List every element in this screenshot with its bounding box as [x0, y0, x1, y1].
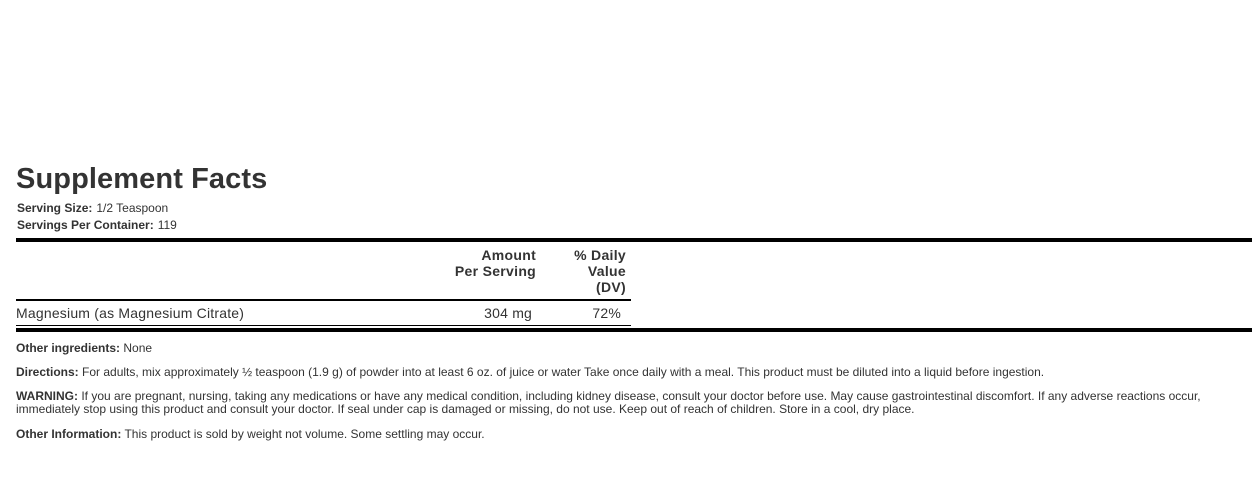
label-notes [16, 342, 1252, 441]
directions-text: For adults, mix approximately ½ teaspoon (1.9 g) of powder into at least 6 oz. of juice or water Take once daily with a meal. This product must be diluted into a liquid before ingestion. [78, 365, 1045, 379]
other-information [16, 428, 1252, 441]
other-information-text: This product is sold by weight not volume. Some settling may occur. [121, 427, 485, 441]
nutrient-daily-value: 72% [592, 305, 621, 321]
dv-header-line1: % Daily [574, 247, 626, 263]
amount-column-header [443, 242, 541, 300]
table-header-row [16, 242, 631, 300]
warning [16, 390, 1252, 416]
other-information-label: Other Information: [16, 427, 122, 441]
servings-per-container-label: Servings Per Container: [17, 218, 154, 232]
directions-label: Directions: [16, 365, 79, 379]
servings-per-container-line [17, 217, 1252, 234]
daily-value-column-header [541, 242, 631, 300]
bottom-thick-divider [16, 328, 1252, 332]
page-title: Supplement Facts [16, 163, 268, 195]
dv-header-line3: (DV) [596, 279, 626, 295]
warning-text: If you are pregnant, nursing, taking any medications or have any medical condition, including kidney disease, consult your doctor before use. May cause gastrointestinal discomfort. If any adverse reactions occur, immediately stop using this product and consult your doctor. If seal under cap is damaged or missing, do not use. Keep out of reach of children. Store in a cool, dry place. [16, 389, 1201, 416]
serving-size-value: 1/2 Teaspoon [96, 201, 169, 215]
warning-label: WARNING: [16, 389, 78, 403]
amount-header-line1: Amount [481, 247, 537, 263]
nutrient-amount: 304 mg [484, 305, 533, 321]
facts-table [16, 242, 631, 326]
other-ingredients-label: Other ingredients: [16, 341, 121, 355]
amount-header-line2: Per Serving [454, 263, 537, 279]
directions [16, 366, 1252, 379]
serving-size-line [17, 200, 1252, 217]
name-column-header [16, 242, 443, 300]
table-row [16, 300, 631, 326]
servings-per-container-value: 119 [157, 218, 177, 232]
other-ingredients-text: None [120, 341, 153, 355]
dv-header-line2: Value [587, 263, 626, 279]
serving-size-label: Serving Size: [17, 201, 93, 215]
other-ingredients [16, 342, 1252, 355]
supplement-facts-panel [16, 162, 1252, 441]
nutrient-name: Magnesium (as Magnesium Citrate) [16, 305, 245, 321]
